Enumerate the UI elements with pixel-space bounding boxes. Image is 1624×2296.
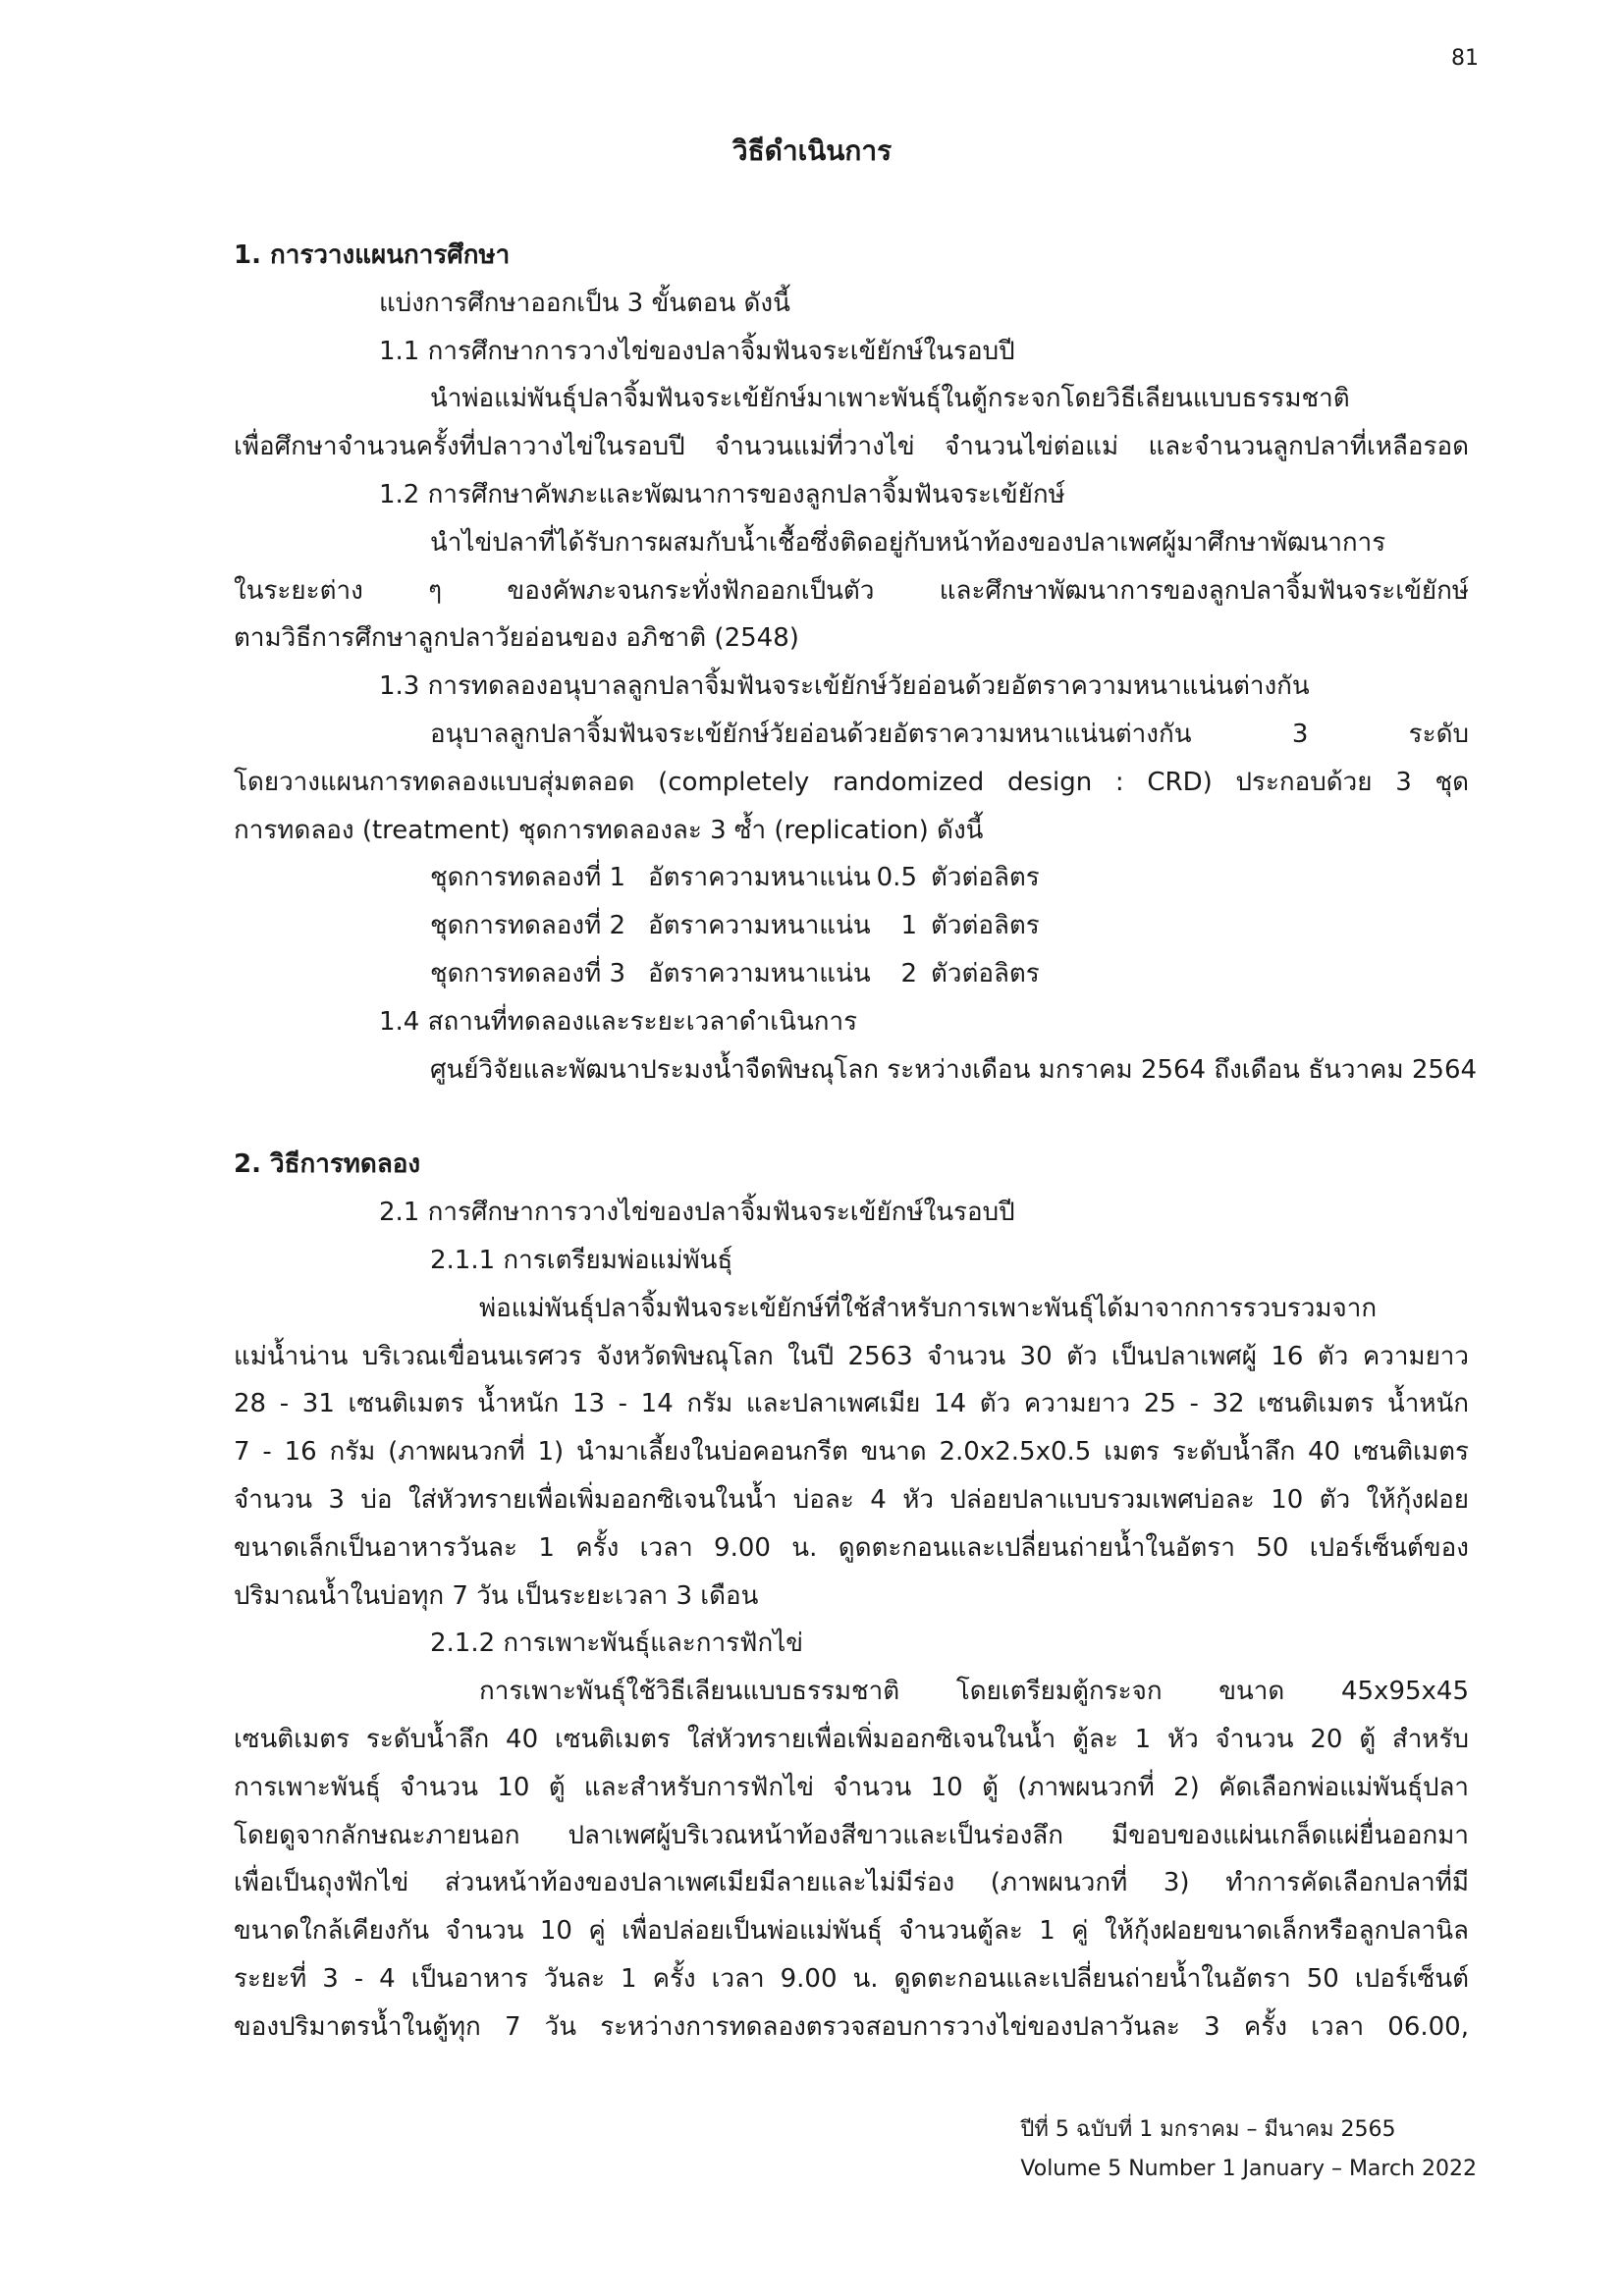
paragraph-line: ระยะที่ 3 - 4 เป็นอาหาร วันละ 1 ครั้ง เวลา 9.00 น. ดูดตะกอนและเปลี่ยนถ่ายน้ำในอัตรา 50 เปอร์เซ็นต์ [234,1963,1469,1994]
treatment-value: 0.5 [876,863,917,893]
subsection-heading-2-1-1: 2.1.1 การเตรียมพ่อแม่พันธุ์ [430,1245,733,1275]
page-title: วิธีดำเนินการ [731,134,893,167]
paragraph-line: 7 - 16 กรัม (ภาพผนวกที่ 1) นำมาเลี้ยงในบ่อคอนกรีต ขนาด 2.0x2.5x0.5 เมตร ระดับน้ำลึก 40 เซนติเมตร [234,1437,1469,1468]
paragraph-line: เซนติเมตร ระดับน้ำลึก 40 เซนติเมตร ใส่หัวทรายเพื่อเพิ่มออกซิเจนในน้ำ ตู้ละ 1 หัว จำนวน 20 ตู้ สำหรับ [234,1724,1469,1754]
paragraph-line: การเพาะพันธุ์ใช้วิธีเลียนแบบธรรมชาติ โดยเตรียมตู้กระจก ขนาด 45x95x45 [479,1677,1469,1707]
paragraph-line: การเพาะพันธุ์ จำนวน 10 ตู้ และสำหรับการฟักไข่ จำนวน 10 ตู้ (ภาพผนวกที่ 2) คัดเลือกพ่อแม่พันธุ์ปลา [234,1772,1469,1802]
journal-footer [1020,2110,1477,2189]
treatment-label: อัตราความหนาแน่น [648,863,871,893]
paragraph-line: เพื่อศึกษาจำนวนครั้งที่ปลาวางไข่ในรอบปี จำนวนแม่ที่วางไข่ จำนวนไข่ต่อแม่ และจำนวนลูกปลาที่เหลือรอด [234,432,1469,462]
paragraph-line: ในระยะต่าง ๆ ของคัพภะจนกระทั่งฟักออกเป็นตัว และศึกษาพัฒนาการของลูกปลาจิ้มฟันจระเข้ยักษ์ [234,575,1469,606]
paragraph-line: นำพ่อแม่พันธุ์ปลาจิ้มฟันจระเข้ยักษ์มาเพาะพันธุ์ในตู้กระจกโดยวิธีเลียนแบบธรรมชาติ [430,384,1350,414]
paragraph-line: ศูนย์วิจัยและพัฒนาประมงน้ำจืดพิษณุโลก ระหว่างเดือน มกราคม 2564 ถึงเดือน ธันวาคม 2564 [430,1054,1478,1085]
section-gap [234,1094,1469,1141]
document-body [234,232,1478,2051]
treatment-value: 2 [900,958,917,988]
paragraph-line: การทดลอง (treatment) ชุดการทดลองละ 3 ซ้ำ (replication) ดังนี้ [234,815,984,845]
paragraph-line: 28 - 31 เซนติเมตร น้ำหนัก 13 - 14 กรัม และปลาเพศเมีย 14 ตัว ความยาว 25 - 32 เซนติเมตร น้ำหนัก [234,1389,1469,1419]
subsection-heading-1-4: 1.4 สถานที่ทดลองและระยะเวลาดำเนินการ [379,1006,858,1037]
treatment-name: ชุดการทดลองที่ 2 [430,911,626,941]
footer-thai-volume: ปีที่ 5 ฉบับที่ 1 มกราคม – มีนาคม 2565 [1020,2117,1396,2142]
treatment-row [234,950,1469,998]
paragraph-line: โดยดูจากลักษณะภายนอก ปลาเพศผู้บริเวณหน้าท้องสีขาวและเป็นร่องลึก มีขอบของแผ่นเกล็ดแผ่ยื่นออกมา [234,1820,1469,1850]
section-heading-2: 2. วิธีการทดลอง [234,1149,421,1180]
treatment-row [234,854,1469,902]
paragraph-line: ตามวิธีการศึกษาลูกปลาวัยอ่อนของ อภิชาติ (2548) [234,623,799,654]
section-heading-1: 1. การวางแผนการศึกษา [234,240,511,270]
paragraph-line: อนุบาลลูกปลาจิ้มฟันจระเข้ยักษ์วัยอ่อนด้วยอัตราความหนาแน่นต่างกัน 3 ระดับ [430,719,1469,749]
paragraph-line: ขนาดใกล้เคียงกัน จำนวน 10 คู่ เพื่อปล่อยเป็นพ่อแม่พันธุ์ จำนวนตู้ละ 1 คู่ ให้กุ้งฝอยขนาดเล็กหรือลูกปลานิล [234,1916,1469,1947]
treatment-value: 1 [900,911,917,941]
paragraph-line: นำไข่ปลาที่ได้รับการผสมกับน้ำเชื้อซึ่งติดอยู่กับหน้าท้องของปลาเพศผู้มาศึกษาพัฒนาการ [430,527,1386,558]
paragraph-line: ขนาดเล็กเป็นอาหารวันละ 1 ครั้ง เวลา 9.00 น. ดูดตะกอนและเปลี่ยนถ่ายน้ำในอัตรา 50 เปอร์เซ็นต์ของ [234,1532,1469,1563]
treatment-unit: ตัวต่อลิตร [931,863,1040,893]
page-number: 81 [1451,46,1479,71]
subsection-heading-2-1: 2.1 การศึกษาการวางไข่ของปลาจิ้มฟันจระเข้ยักษ์ในรอบปี [379,1198,1015,1228]
paragraph-line: แม่น้ำน่าน บริเวณเขื่อนนเรศวร จังหวัดพิษณุโลก ในปี 2563 จำนวน 30 ตัว เป็นปลาเพศผู้ 16 ตัว ความยาว [234,1341,1469,1371]
treatment-name: ชุดการทดลองที่ 1 [430,863,626,893]
subsection-heading-1-3: 1.3 การทดลองอนุบาลลูกปลาจิ้มฟันจระเข้ยักษ์วัยอ่อนด้วยอัตราความหนาแน่นต่างกัน [379,671,1310,702]
subsection-heading-1-2: 1.2 การศึกษาคัพภะและพัฒนาการของลูกปลาจิ้มฟันจระเข้ยักษ์ [379,479,1065,509]
paragraph-line: จำนวน 3 บ่อ ใส่หัวทรายเพื่อเพิ่มออกซิเจนในน้ำ บ่อละ 4 หัว ปล่อยปลาแบบรวมเพศบ่อละ 10 ตัว ให้กุ้งฝอย [234,1484,1469,1515]
paragraph-line: เพื่อเป็นถุงฟักไข่ ส่วนหน้าท้องของปลาเพศเมียมีลายและไม่มีร่อง (ภาพผนวกที่ 3) ทำการคัดเลือกปลาที่มี [234,1868,1469,1898]
paragraph-line: ปริมาณน้ำในบ่อทุก 7 วัน เป็นระยะเวลา 3 เดือน [234,1580,759,1611]
treatment-name: ชุดการทดลองที่ 3 [430,958,626,988]
treatment-unit: ตัวต่อลิตร [931,958,1040,988]
treatment-label: อัตราความหนาแน่น [648,911,871,941]
paragraph-line: โดยวางแผนการทดลองแบบสุ่มตลอด (completely randomized design : CRD) ประกอบด้วย 3 ชุด [234,767,1469,797]
subsection-heading-2-1-2: 2.1.2 การเพาะพันธุ์และการฟักไข่ [430,1629,804,1659]
treatment-unit: ตัวต่อลิตร [931,911,1040,941]
paragraph-line: พ่อแม่พันธุ์ปลาจิ้มฟันจระเข้ยักษ์ที่ใช้สำหรับการเพาะพันธุ์ได้มาจากการรวบรวมจาก [479,1293,1378,1323]
footer-english-volume: Volume 5 Number 1 January – March 2022 [1020,2157,1477,2181]
paragraph-line: ของปริมาตรน้ำในตู้ทุก 7 วัน ระหว่างการทดลองตรวจสอบการวางไข่ของปลาวันละ 3 ครั้ง เวลา 06.00, [234,2011,1469,2042]
subsection-heading-1-1: 1.1 การศึกษาการวางไข่ของปลาจิ้มฟันจระเข้ยักษ์ในรอบปี [379,336,1015,366]
treatment-row [234,902,1469,950]
treatment-label: อัตราความหนาแน่น [648,958,871,988]
section-1-intro: แบ่งการศึกษาออกเป็น 3 ขั้นตอน ดังนี้ [379,288,790,318]
